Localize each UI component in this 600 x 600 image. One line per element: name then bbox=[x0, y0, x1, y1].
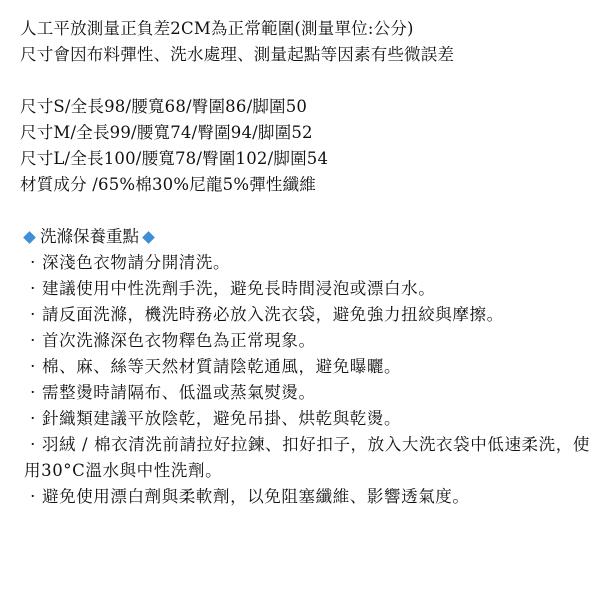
list-item bbox=[20, 484, 592, 510]
care-item-text: 羽絨 / 棉衣清洗前請拉好拉鍊、扣好扣子，放入大洗衣袋中低速柔洗，使用30°C溫水與中性洗劑。 bbox=[24, 435, 590, 480]
size-l-spec: 尺寸L/全長100/腰寬78/臀圍102/脚圍54 bbox=[20, 149, 329, 168]
care-heading bbox=[20, 224, 592, 250]
bullet-dot: · bbox=[30, 279, 36, 298]
bullet-dot: · bbox=[30, 305, 36, 324]
care-title: 洗滌保養重點 bbox=[40, 227, 139, 246]
spacer bbox=[20, 68, 592, 94]
list-item bbox=[20, 250, 592, 276]
tolerance-note: 尺寸會因布料彈性、洗水處理、測量起點等因素有些微誤差 bbox=[20, 45, 455, 64]
care-item-text: 避免使用漂白劑與柔軟劑，以免阻塞纖維、影響透氣度。 bbox=[42, 487, 470, 506]
bullet-dot: · bbox=[30, 409, 36, 428]
care-item-text: 棉、麻、絲等天然材質請陰乾通風，避免曝曬。 bbox=[42, 357, 402, 376]
product-description bbox=[20, 16, 592, 510]
care-item-text: 針織類建議平放陰乾，避免吊掛、烘乾與乾燙。 bbox=[42, 409, 402, 428]
list-item bbox=[20, 432, 592, 484]
list-item bbox=[20, 302, 592, 328]
bullet-dot: · bbox=[30, 487, 36, 506]
list-item bbox=[20, 406, 592, 432]
bullet-dot: · bbox=[30, 331, 36, 350]
list-item bbox=[20, 354, 592, 380]
bullet-dot: · bbox=[30, 435, 36, 454]
bullet-dot: · bbox=[30, 383, 36, 402]
care-item-text: 需整燙時請隔布、低溫或蒸氣熨燙。 bbox=[42, 383, 316, 402]
list-item bbox=[20, 380, 592, 406]
spacer bbox=[20, 198, 592, 224]
care-item-text: 深淺色衣物請分開清洗。 bbox=[42, 253, 231, 272]
size-m-spec: 尺寸M/全長99/腰寬74/臀圍94/脚圍52 bbox=[20, 123, 313, 142]
care-item-text: 建議使用中性洗劑手洗，避免長時間浸泡或漂白水。 bbox=[42, 279, 436, 298]
bullet-dot: · bbox=[30, 253, 36, 272]
list-item bbox=[20, 328, 592, 354]
care-list bbox=[20, 250, 592, 510]
care-item-text: 首次洗滌深色衣物釋色為正常現象。 bbox=[42, 331, 316, 350]
size-s-spec: 尺寸S/全長98/腰寬68/臀圍86/脚圍50 bbox=[20, 97, 308, 116]
material-composition: 材質成分 /65%棉30%尼龍5%彈性纖維 bbox=[20, 175, 317, 194]
diamond-icon bbox=[23, 231, 36, 244]
diamond-icon bbox=[142, 231, 155, 244]
measurement-note: 人工平放測量正負差2CM為正常範圍(測量單位:公分) bbox=[20, 19, 414, 38]
bullet-dot: · bbox=[30, 357, 36, 376]
care-item-text: 請反面洗滌，機洗時務必放入洗衣袋，避免強力扭絞與摩擦。 bbox=[42, 305, 504, 324]
list-item bbox=[20, 276, 592, 302]
